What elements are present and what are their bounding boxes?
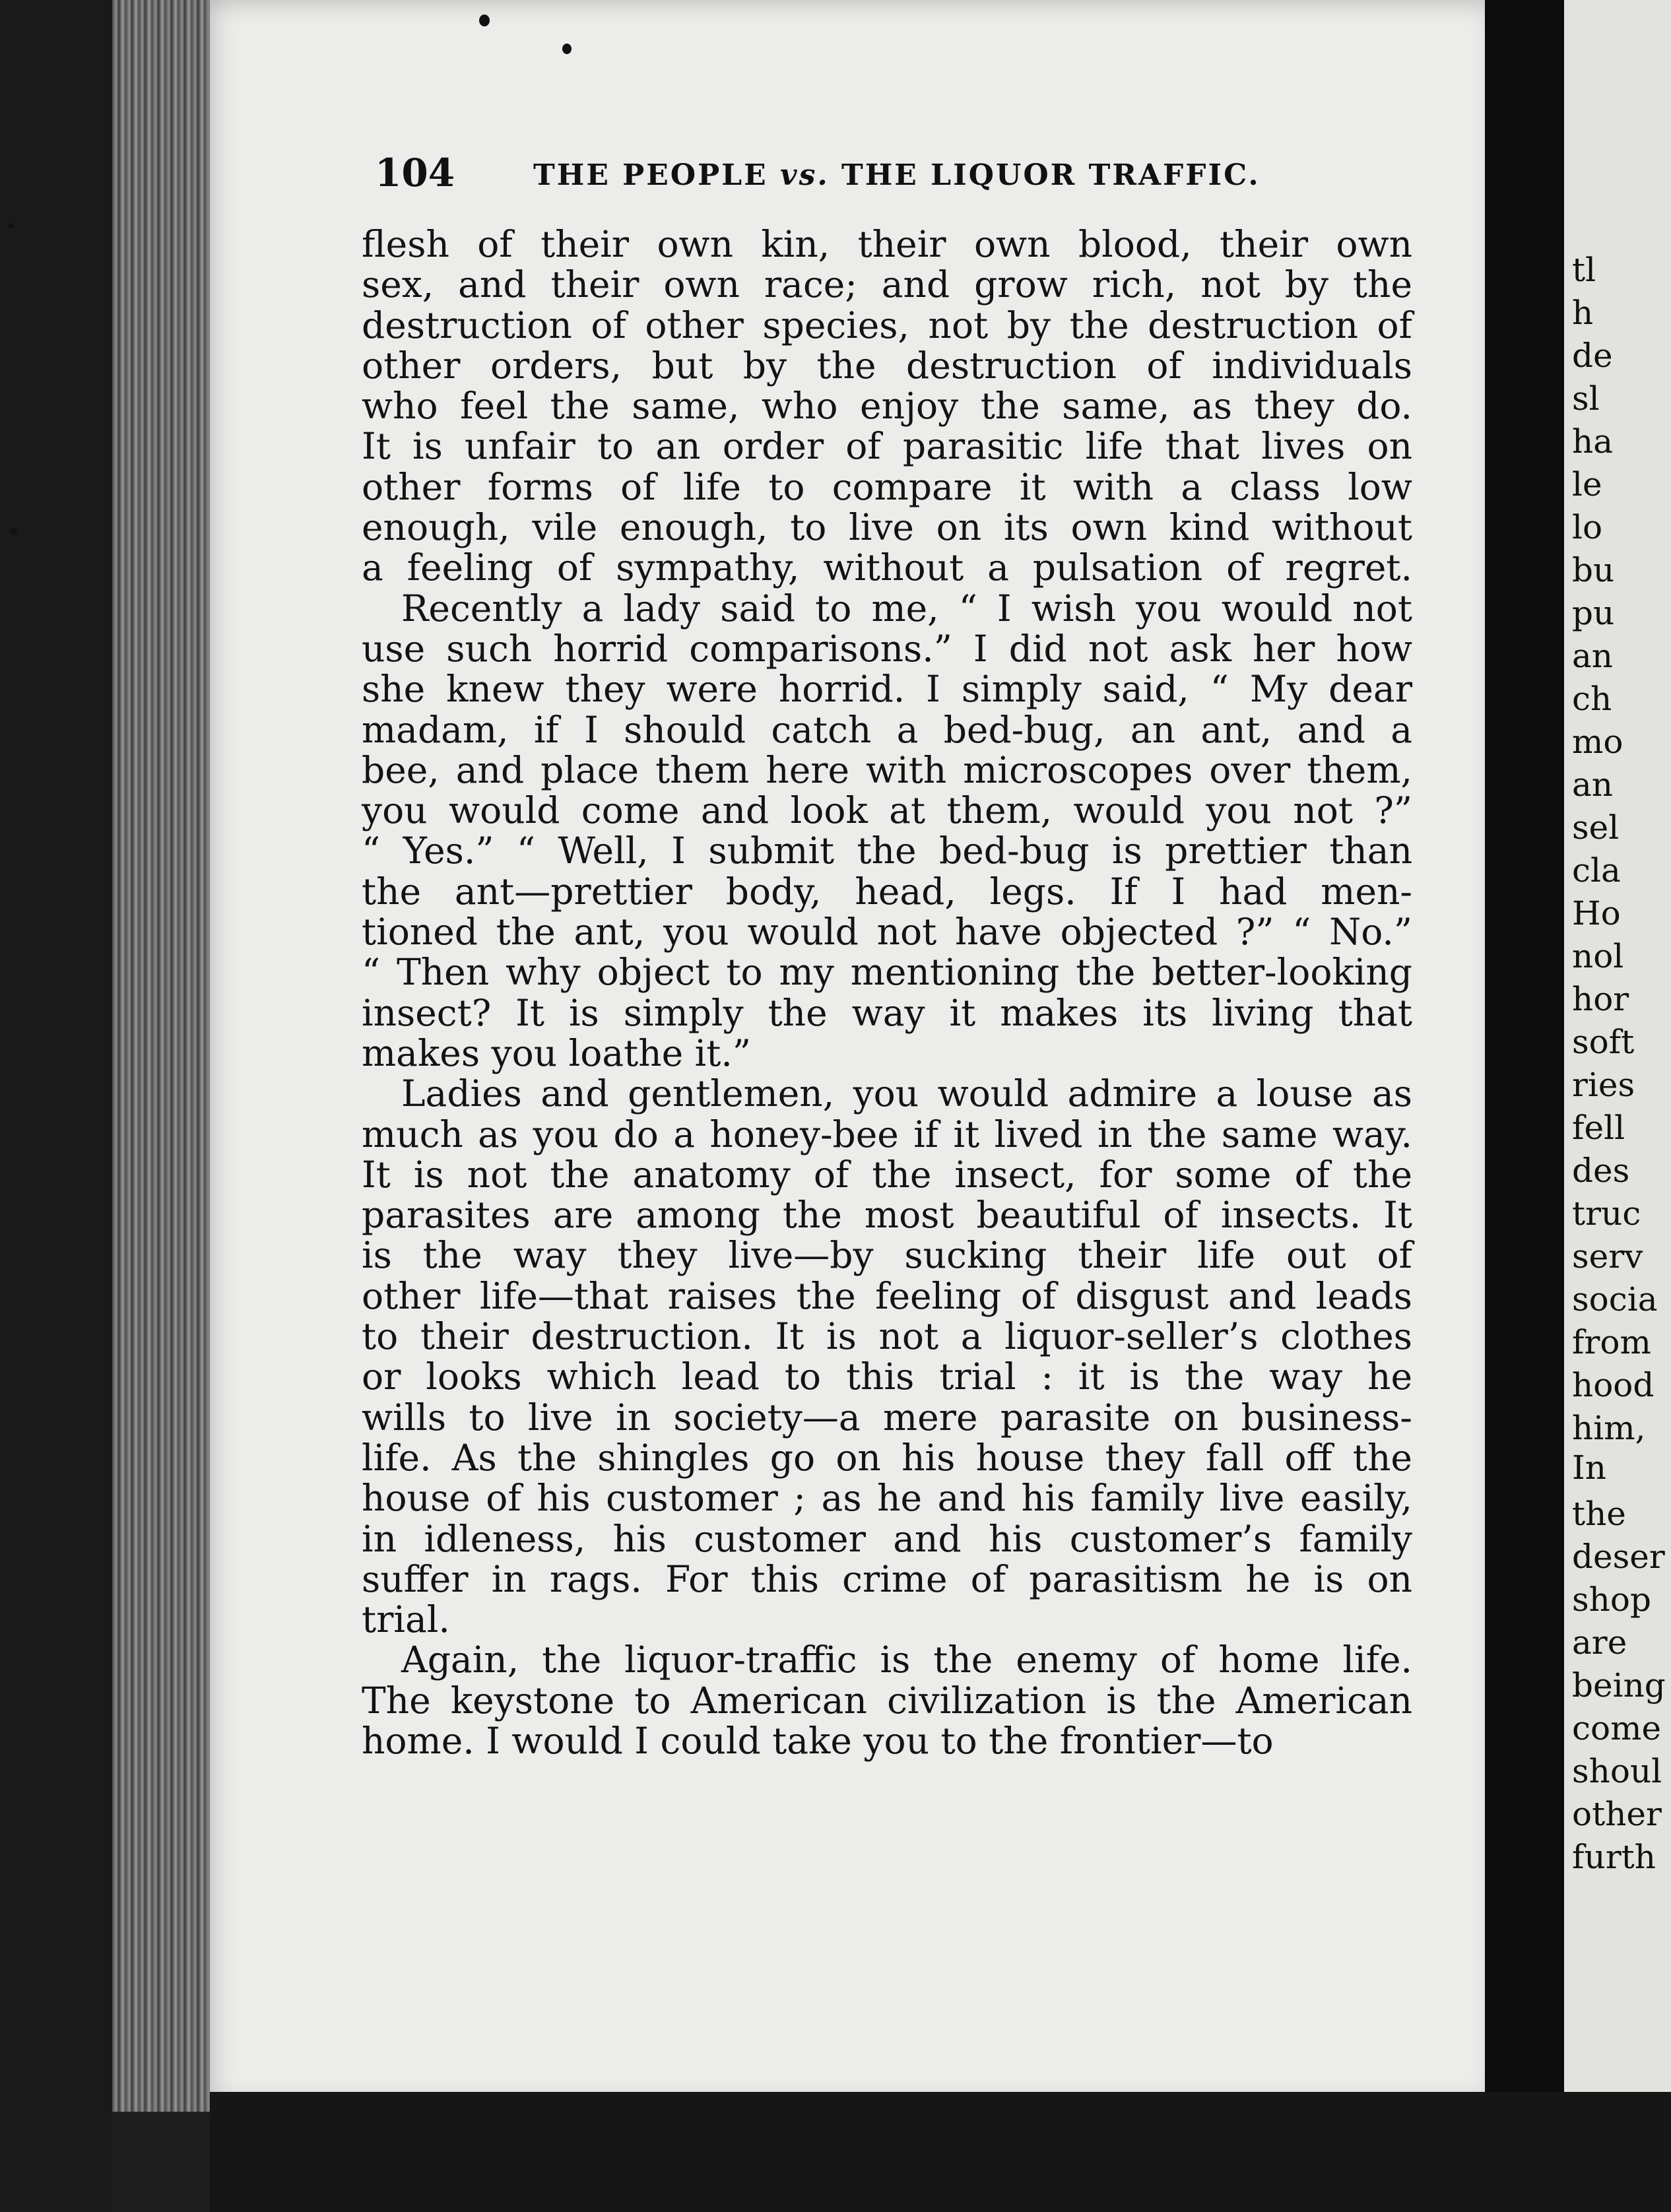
speck bbox=[9, 528, 17, 535]
facing-page-line: come bbox=[1572, 1709, 1662, 1747]
text-line: in idleness, his customer and his customer’s family bbox=[362, 1517, 1412, 1560]
text-line: other orders, but by the destruction of individuals bbox=[362, 344, 1412, 387]
text-line: tioned the ant, you would not have objected ?” “ No.” bbox=[362, 911, 1412, 954]
body-text bbox=[362, 224, 1412, 1761]
text-line: The keystone to American civilization is the American bbox=[362, 1679, 1412, 1722]
text-line: you would come and look at them, would you not ?” bbox=[362, 789, 1412, 832]
page-number: 104 bbox=[375, 150, 455, 195]
facing-page-line: other bbox=[1572, 1795, 1662, 1833]
facing-page-line: him, bbox=[1572, 1409, 1646, 1447]
facing-page-line: from bbox=[1572, 1323, 1651, 1361]
text-line: or looks which lead to this trial : it is the way he bbox=[362, 1355, 1412, 1398]
text-line: destruction of other species, not by the destruction of bbox=[362, 304, 1412, 346]
facing-page-fragment bbox=[1564, 0, 1671, 2105]
speck bbox=[8, 223, 15, 228]
facing-page-line: nol bbox=[1572, 937, 1624, 975]
book-gutter bbox=[1485, 0, 1564, 2105]
text-line: much as you do a honey-bee if it lived in the same way. bbox=[362, 1113, 1412, 1155]
facing-page-line: ha bbox=[1572, 422, 1614, 461]
facing-page-line: In bbox=[1572, 1448, 1606, 1487]
facing-page-line: hood bbox=[1572, 1366, 1655, 1404]
facing-page-line: des bbox=[1572, 1152, 1630, 1190]
facing-page-line: ch bbox=[1572, 680, 1612, 718]
text-line: bee, and place them here with microscopes over them, bbox=[362, 748, 1412, 791]
facing-page-line: lo bbox=[1572, 508, 1603, 546]
text-line: enough, vile enough, to live on its own kind without bbox=[362, 506, 1412, 549]
facing-page-line: shop bbox=[1572, 1580, 1651, 1619]
facing-page-line: are bbox=[1572, 1623, 1627, 1662]
facing-page-line: ries bbox=[1572, 1066, 1635, 1104]
text-line: Again, the liquor-traffic is the enemy of home life. bbox=[401, 1639, 1412, 1681]
facing-page-line: shoul bbox=[1572, 1752, 1662, 1790]
facing-page-line: Ho bbox=[1572, 894, 1621, 932]
facing-page-line: serv bbox=[1572, 1237, 1643, 1276]
facing-page-line: sl bbox=[1572, 379, 1600, 418]
text-line: life. As the shingles go on his house they fall off the bbox=[362, 1436, 1412, 1479]
facing-page-line: deser bbox=[1572, 1538, 1665, 1576]
text-line: a feeling of sympathy, without a pulsation of regret. bbox=[362, 546, 1412, 589]
text-line: other forms of life to compare it with a class low bbox=[362, 465, 1412, 508]
text-line: wills to live in society—a mere parasite on business- bbox=[362, 1396, 1412, 1439]
speck bbox=[562, 44, 572, 54]
text-line: It is unfair to an order of parasitic life that lives on bbox=[362, 425, 1412, 468]
text-line: “ Then why object to my mentioning the better-looking bbox=[362, 951, 1412, 994]
text-line: flesh of their own kin, their own blood, their own bbox=[362, 223, 1412, 265]
facing-page-line: mo bbox=[1572, 723, 1623, 761]
text-line: who feel the same, who enjoy the same, as they do. bbox=[362, 385, 1412, 428]
text-line: to their destruction. It is not a liquor-seller’s clothes bbox=[362, 1315, 1412, 1358]
facing-page-line: sel bbox=[1572, 808, 1620, 847]
text-line: makes you loathe it.” bbox=[362, 1031, 751, 1074]
running-title: THE PEOPLE vs. THE LIQUOR TRAFFIC. bbox=[533, 158, 1261, 192]
scanner-edge bbox=[0, 0, 112, 2212]
text-line: house of his customer ; as he and his family live easily, bbox=[362, 1477, 1412, 1520]
facing-page-line: an bbox=[1572, 765, 1614, 804]
facing-page-line: tl bbox=[1572, 251, 1596, 289]
facing-page-line: pu bbox=[1572, 594, 1615, 632]
facing-page-line: le bbox=[1572, 465, 1602, 504]
facing-page-line: h bbox=[1572, 294, 1594, 332]
text-line: madam, if I should catch a bed-bug, an ant, and a bbox=[362, 708, 1412, 751]
text-line: is the way they live—by sucking their life out of bbox=[362, 1234, 1412, 1277]
facing-page-line: bu bbox=[1572, 551, 1615, 589]
facing-page-line: being bbox=[1572, 1666, 1666, 1705]
text-line: Recently a lady said to me, “ I wish you would not bbox=[401, 587, 1412, 630]
facing-page-line: fell bbox=[1572, 1109, 1625, 1147]
text-line: sex, and their own race; and grow rich, not by the bbox=[362, 263, 1412, 306]
facing-page-line: soft bbox=[1572, 1023, 1635, 1061]
facing-page-line: the bbox=[1572, 1495, 1626, 1533]
facing-page-line: an bbox=[1572, 637, 1614, 675]
text-line: suffer in rags. For this crime of parasitism he is on bbox=[362, 1557, 1412, 1600]
text-line: she knew they were horrid. I simply said, “ My dear bbox=[362, 668, 1412, 711]
facing-page-line: socia bbox=[1572, 1280, 1658, 1318]
facing-page-line: truc bbox=[1572, 1194, 1641, 1233]
page-edges bbox=[112, 0, 211, 2112]
page-header bbox=[375, 150, 1404, 203]
facing-page-line: furth bbox=[1572, 1838, 1656, 1876]
text-line: use such horrid comparisons.” I did not ask her how bbox=[362, 627, 1412, 670]
facing-page-line: de bbox=[1572, 337, 1613, 375]
text-line: parasites are among the most beautiful of insects. It bbox=[362, 1194, 1412, 1237]
text-line: Ladies and gentlemen, you would admire a louse as bbox=[401, 1072, 1412, 1115]
bottom-shadow bbox=[210, 2092, 1671, 2212]
text-line: It is not the anatomy of the insect, for some of the bbox=[362, 1153, 1412, 1196]
text-line: other life—that raises the feeling of disgust and leads bbox=[362, 1274, 1412, 1317]
facing-page-line: cla bbox=[1572, 851, 1621, 890]
text-line: insect? It is simply the way it makes its living that bbox=[362, 991, 1412, 1034]
text-line: “ Yes.” “ Well, I submit the bed-bug is prettier than bbox=[362, 830, 1412, 872]
text-line: the ant—prettier body, head, legs. If I had men- bbox=[362, 870, 1412, 913]
speck bbox=[479, 15, 490, 26]
text-line: trial. bbox=[362, 1598, 450, 1641]
facing-page-line: hor bbox=[1572, 980, 1629, 1018]
text-line: home. I would I could take you to the frontier—to bbox=[362, 1719, 1274, 1762]
